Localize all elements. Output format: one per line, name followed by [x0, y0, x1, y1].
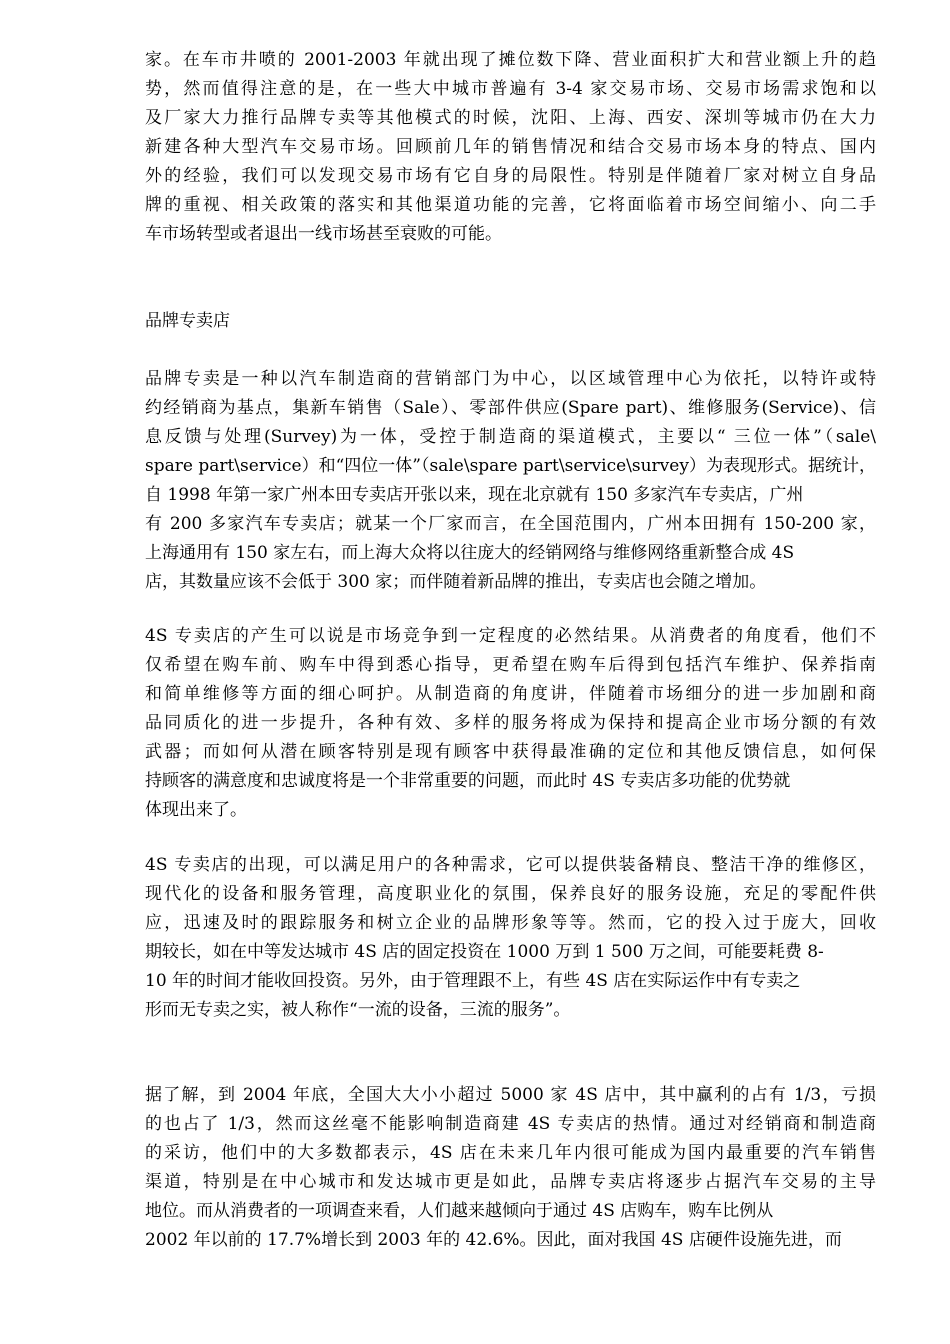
- text-line: 形而无专卖之实，被人称作“一流的设备，三流的服务”。: [145, 1000, 571, 1020]
- text-line: 应，迅速及时的跟踪服务和树立企业的品牌形象等等。然而，它的投入过于庞大，回收: [145, 913, 876, 933]
- text-line: 2002 年以前的 17.7%增长到 2003 年的 42.6%。因此，面对我国 4S 店硬件设施先进，而: [145, 1230, 842, 1250]
- text-line: 外的经验，我们可以发现交易市场有它自身的局限性。特别是伴随着厂家对树立自身品: [145, 166, 876, 186]
- text-line: 牌的重视、相关政策的落实和其他渠道功能的完善，它将面临着市场空间缩小、向二手: [145, 195, 876, 215]
- paragraph-4s-origin: [145, 622, 890, 825]
- paragraph-4s-pros-cons: [145, 851, 890, 1025]
- text-line: 地位。而从消费者的一项调查来看，人们越来越倾向于通过 4S 店购车，购车比例从: [145, 1201, 774, 1221]
- text-line: 4S 专卖店的产生可以说是市场竞争到一定程度的必然结果。从消费者的角度看，他们不: [145, 626, 876, 646]
- text-line: 及厂家大力推行品牌专卖等其他模式的时候，沈阳、上海、西安、深圳等城市仍在大力: [145, 108, 876, 128]
- section-heading-text: 品牌专卖店: [145, 311, 230, 331]
- paragraph-brand-store-definition: [145, 365, 890, 597]
- text-line: 据了解，到 2004 年底，全国大大小小超过 5000 家 4S 店中，其中赢利的占有 1/3，亏损: [145, 1085, 876, 1105]
- section-heading: [145, 307, 890, 336]
- text-line: 有 200 多家汽车专卖店；就某一个厂家而言，在全国范围内，广州本田拥有 150-200 家，: [145, 514, 876, 534]
- text-line: 持顾客的满意度和忠诚度将是一个非常重要的问题，而此时 4S 专卖店多功能的优势就: [145, 771, 791, 791]
- text-line: 新建各种大型汽车交易市场。回顾前几年的销售情况和结合交易市场本身的特点、国内: [145, 137, 876, 157]
- text-line: 约经销商为基点，集新车销售（Sale）、零部件供应(Spare part)、维修服务(Service)、信: [145, 398, 876, 418]
- text-line: 体现出来了。: [145, 800, 247, 820]
- paragraph-exchange-market-limits: [145, 46, 890, 249]
- text-line: spare part\service）和“四位一体”（sale\spare part\service\survey）为表现形式。据统计，: [145, 456, 876, 476]
- text-line: 和简单维修等方面的细心呵护。从制造商的角度讲，伴随着市场细分的进一步加剧和商: [145, 684, 876, 704]
- text-line: 10 年的时间才能收回投资。另外，由于管理跟不上，有些 4S 店在实际运作中有专卖之: [145, 971, 801, 991]
- text-line: 的采访，他们中的大多数都表示，4S 店在未来几年内很可能成为国内最重要的汽车销售: [145, 1143, 876, 1163]
- text-line: 上海通用有 150 家左右，而上海大众将以往庞大的经销网络与维修网络重新整合成 4S: [145, 543, 795, 563]
- text-line: 品同质化的进一步提升，各种有效、多样的服务将成为保持和提高企业市场分额的有效: [145, 713, 876, 733]
- text-line: 4S 专卖店的出现，可以满足用户的各种需求，它可以提供装备精良、整洁干净的维修区，: [145, 855, 876, 875]
- text-line: 店，其数量应该不会低于 300 家；而伴随着新品牌的推出，专卖店也会随之增加。: [145, 572, 767, 592]
- text-line: 武器；而如何从潜在顾客特别是现有顾客中获得最准确的定位和其他反馈信息，如何保: [145, 742, 876, 762]
- text-line: 息反馈与处理(Survey)为一体，受控于制造商的渠道模式，主要以“ 三位一体”（sale\: [145, 427, 876, 447]
- text-line: 自 1998 年第一家广州本田专卖店开张以来，现在北京就有 150 多家汽车专卖店，广州: [145, 485, 804, 505]
- text-line: 仅希望在购车前、购车中得到悉心指导，更希望在购车后得到包括汽车维护、保养指南: [145, 655, 876, 675]
- text-line: 渠道，特别是在中心城市和发达城市更是如此，品牌专卖店将逐步占据汽车交易的主导: [145, 1172, 876, 1192]
- text-line: 现代化的设备和服务管理，高度职业化的氛围，保养良好的服务设施，充足的零配件供: [145, 884, 876, 904]
- text-line: 家。在车市井喷的 2001-2003 年就出现了摊位数下降、营业面积扩大和营业额上升的趋: [145, 50, 876, 70]
- paragraph-4s-survey: [145, 1081, 890, 1255]
- text-line: 车市场转型或者退出一线市场甚至衰败的可能。: [145, 224, 502, 244]
- text-line: 势，然而值得注意的是，在一些大中城市普遍有 3-4 家交易市场、交易市场需求饱和以: [145, 79, 876, 99]
- text-line: 的也占了 1/3，然而这丝毫不能影响制造商建 4S 专卖店的热情。通过对经销商和制造商: [145, 1114, 876, 1134]
- text-line: 期较长，如在中等发达城市 4S 店的固定投资在 1000 万到 1 500 万之间，可能要耗费 8-: [145, 942, 824, 962]
- text-line: 品牌专卖是一种以汽车制造商的营销部门为中心，以区域管理中心为依托，以特许或特: [145, 369, 876, 389]
